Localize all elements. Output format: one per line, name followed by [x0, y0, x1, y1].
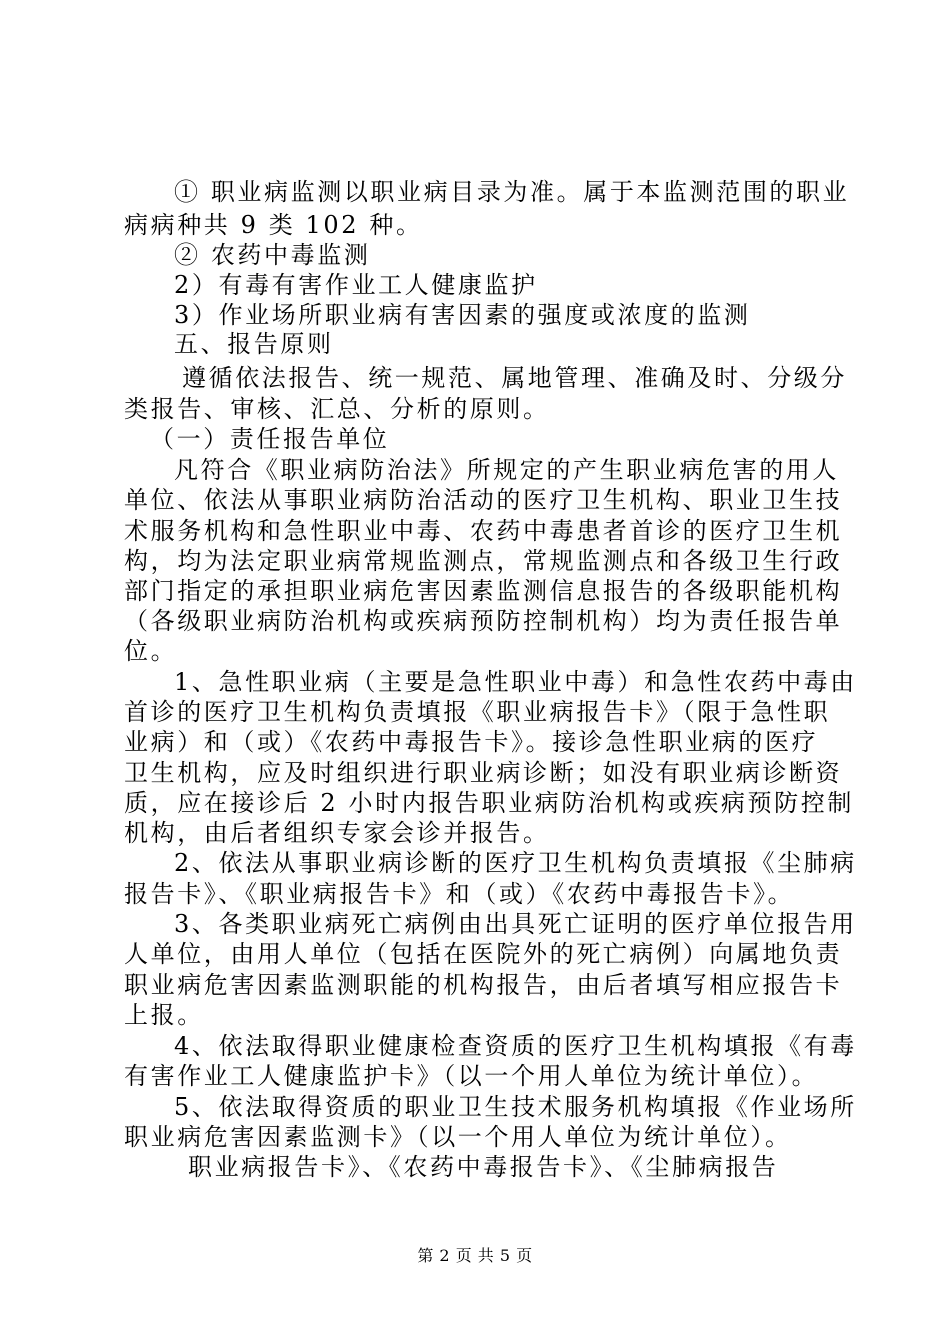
- text-line: 单位、依法从事职业病防治活动的医疗卫生机构、职业卫生技: [124, 486, 843, 514]
- subsection-heading: （一）责任报告单位: [150, 425, 390, 453]
- text-line: 有害作业工人健康监护卡》（以一个用人单位为统计单位）。: [124, 1062, 819, 1090]
- text-line: 卫生机构，应及时组织进行职业病诊断；如没有职业病诊断资: [124, 759, 843, 787]
- text-line: ① 职业病监测以职业病目录为准。属于本监测范围的职业: [174, 178, 850, 206]
- text-line: 报告卡》、《职业病报告卡》和（或）《农药中毒报告卡》。: [124, 880, 795, 908]
- text-line: 位。: [124, 637, 178, 665]
- text-line: ② 农药中毒监测: [174, 241, 371, 269]
- text-line: （各级职业病防治机构或疾病预防控制机构）均为责任报告单: [124, 607, 843, 635]
- text-line: 4、依法取得职业健康检查资质的医疗卫生机构填报《有毒: [174, 1032, 857, 1060]
- text-line: 凡符合《职业病防治法》所规定的产生职业病危害的用人: [174, 456, 839, 484]
- text-line: 3、各类职业病死亡病例由出具死亡证明的医疗单位报告用: [174, 910, 857, 938]
- text-line: 2、依法从事职业病诊断的医疗卫生机构负责填报《尘肺病: [174, 849, 857, 877]
- text-line: 2）有毒有害作业工人健康监护: [174, 271, 538, 299]
- text-line: 业病）和（或）《农药中毒报告卡》。接诊急性职业病的医疗: [124, 728, 819, 756]
- text-line: 病病种共 9 类 102 种。: [124, 211, 423, 239]
- text-line: 首诊的医疗卫生机构负责填报《职业病报告卡》（限于急性职: [124, 698, 831, 726]
- text-line: 人单位，由用人单位（包括在医院外的死亡病例）向属地负责: [124, 940, 843, 968]
- page-number-footer: 第 2 页 共 5 页: [417, 1246, 533, 1265]
- text-line: 术服务机构和急性职业中毒、农药中毒患者首诊的医疗卫生机: [124, 517, 843, 545]
- text-line: 职业病报告卡》、《农药中毒报告卡》、《尘肺病报告: [188, 1153, 779, 1181]
- section-heading: 五、报告原则: [174, 330, 334, 358]
- text-line: 职业病危害因素监测职能的机构报告，由后者填写相应报告卡: [124, 971, 843, 999]
- text-line: 遵循依法报告、统一规范、属地管理、准确及时、分级分: [182, 364, 847, 392]
- text-line: 3）作业场所职业病有害因素的强度或浓度的监测: [174, 301, 751, 329]
- text-line: 类报告、审核、汇总、分析的原则。: [124, 395, 550, 423]
- text-line: 部门指定的承担职业病危害因素监测信息报告的各级职能机构: [124, 577, 843, 605]
- text-line: 构，均为法定职业病常规监测点，常规监测点和各级卫生行政: [124, 547, 843, 575]
- text-line: 职业病危害因素监测卡》（以一个用人单位为统计单位）。: [124, 1123, 792, 1151]
- text-line: 5、依法取得资质的职业卫生技术服务机构填报《作业场所: [174, 1093, 857, 1121]
- text-line: 上报。: [124, 1001, 204, 1029]
- text-line: 机构，由后者组织专家会诊并报告。: [124, 819, 550, 847]
- text-line: 质，应在接诊后 2 小时内报告职业病防治机构或疾病预防控制: [124, 789, 854, 817]
- text-line: 1、急性职业病（主要是急性职业中毒）和急性农药中毒由: [174, 668, 857, 696]
